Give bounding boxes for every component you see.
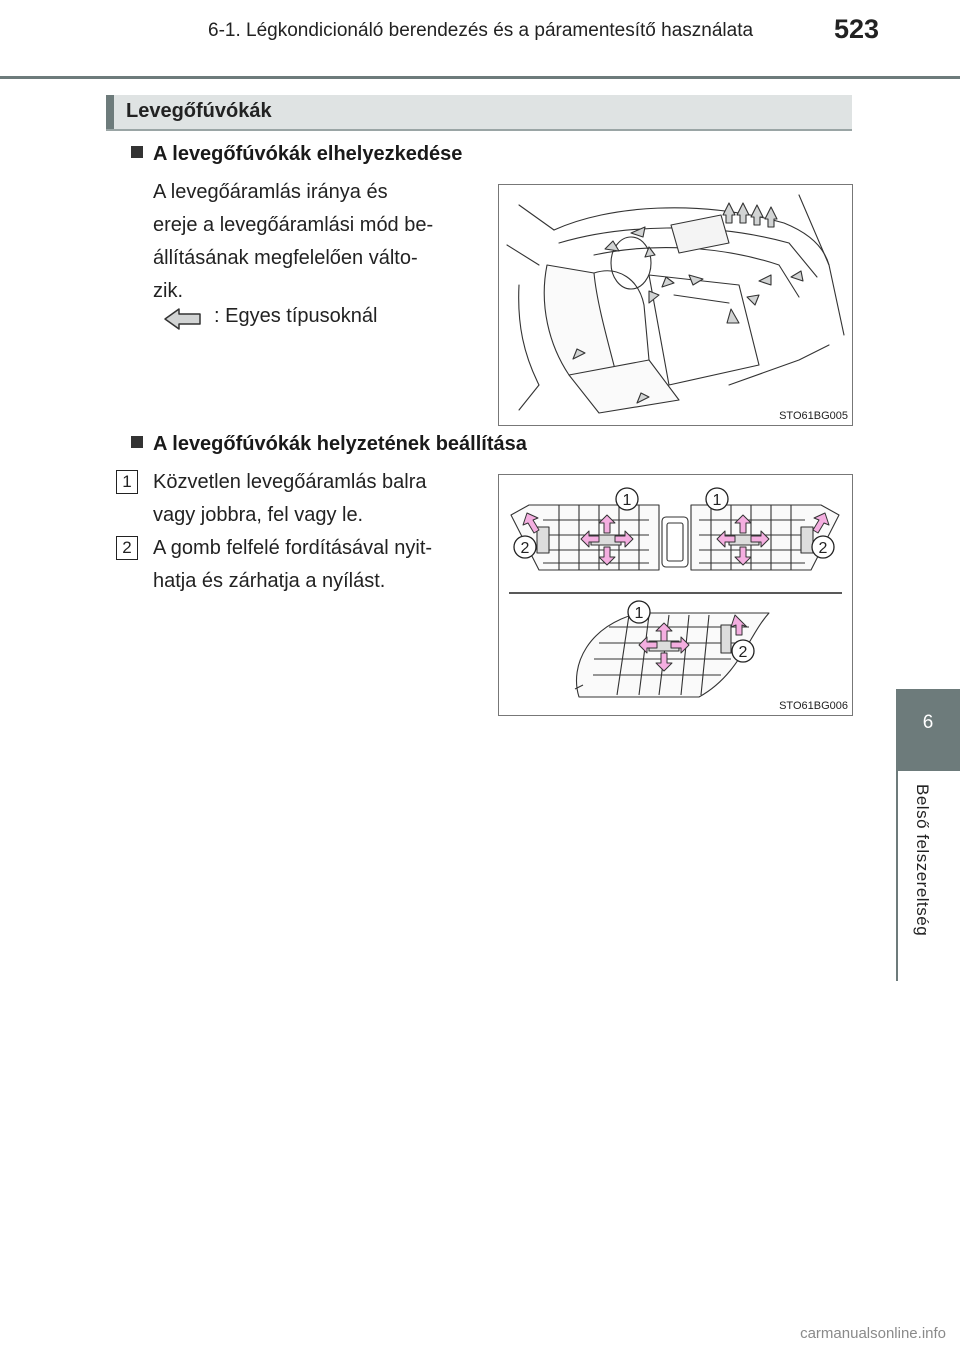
figure-vent-locations	[498, 184, 853, 426]
item-line: vagy jobbra, fel vagy le.	[153, 504, 364, 526]
callout-one: 1	[634, 605, 644, 622]
figure-vent-adjustment	[498, 474, 853, 716]
airflow-paragraph	[153, 176, 477, 308]
item-2-text	[153, 532, 483, 598]
subsection-heading-location	[131, 143, 462, 166]
section-accent	[106, 95, 114, 129]
callout-two: 2	[738, 644, 748, 661]
callout-one: 1	[622, 492, 632, 509]
callout-two: 2	[520, 540, 530, 557]
item-number-box: 1	[116, 470, 138, 494]
cabin-illustration	[499, 185, 852, 425]
callout-two: 2	[818, 540, 828, 557]
subsection-heading-adjust	[131, 433, 527, 456]
figure-code: STO61BG005	[779, 410, 848, 422]
vent-illustration	[499, 475, 852, 715]
figure-code: STO61BG006	[779, 700, 848, 712]
item-line: Közvetlen levegőáramlás balra	[153, 471, 427, 493]
page-number: 523	[834, 14, 880, 44]
square-bullet-icon	[131, 146, 143, 158]
gray-arrow-icon	[163, 306, 203, 332]
chapter-title: Belső felszereltség	[913, 784, 932, 937]
paragraph-line: ereje a levegőáramlási mód be-	[153, 214, 434, 236]
section-title: Levegőfúvókák	[126, 100, 272, 122]
some-models-note: : Egyes típusoknál	[214, 305, 378, 327]
square-bullet-icon	[131, 436, 143, 448]
callout-one: 1	[712, 492, 722, 509]
subsection-heading-text: A levegőfúvókák helyzetének beállítása	[153, 433, 527, 455]
watermark: carmanualsonline.info	[800, 1325, 946, 1342]
header-rule	[0, 76, 960, 79]
running-head: 6-1. Légkondicionáló berendezés és a páramentesítő használata	[208, 20, 754, 41]
subsection-heading-text: A levegőfúvókák elhelyezkedése	[153, 143, 463, 165]
section-title-bar	[106, 95, 852, 131]
item-line: hatja és zárhatja a nyílást.	[153, 570, 386, 592]
paragraph-line: zik.	[153, 280, 183, 302]
paragraph-line: állításának megfelelően válto-	[153, 247, 418, 269]
paragraph-line: A levegőáramlás iránya és	[153, 181, 388, 203]
item-line: A gomb felfelé fordításával nyit-	[153, 537, 433, 559]
chapter-tab-rule	[896, 771, 898, 981]
item-1-text	[153, 466, 483, 532]
item-number-box: 2	[116, 536, 138, 560]
chapter-number: 6	[922, 712, 934, 733]
